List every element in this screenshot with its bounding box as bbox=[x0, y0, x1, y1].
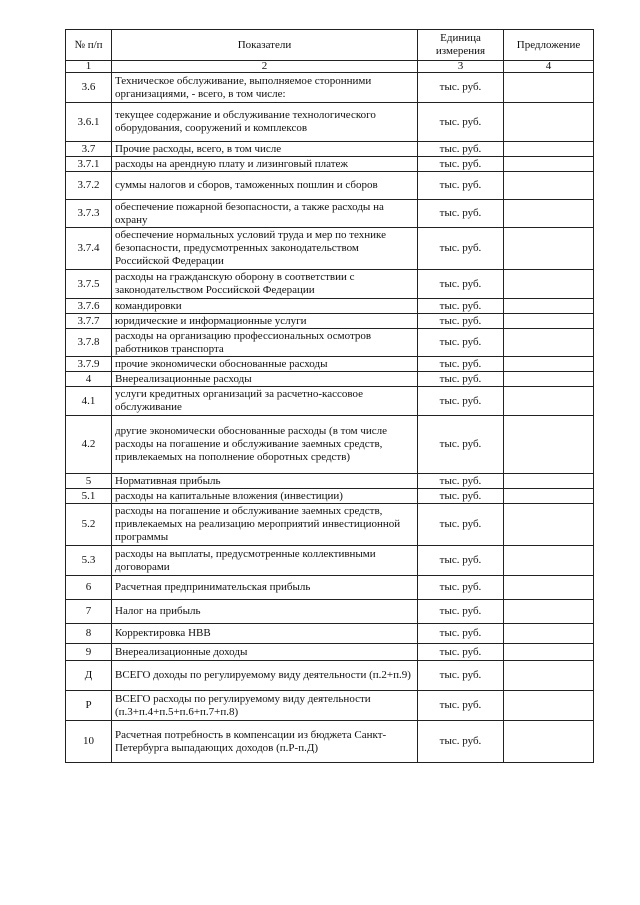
row-proposal[interactable] bbox=[504, 228, 594, 270]
row-proposal[interactable] bbox=[504, 387, 594, 416]
row-number: 3.7 bbox=[66, 142, 112, 157]
row-proposal[interactable] bbox=[504, 103, 594, 142]
table-row bbox=[66, 600, 594, 624]
row-number: 7 bbox=[66, 600, 112, 624]
column-index: 2 bbox=[112, 61, 418, 73]
indicators-table bbox=[65, 29, 594, 763]
row-unit: тыс. руб. bbox=[418, 372, 504, 387]
row-indicator: Налог на прибыль bbox=[112, 600, 418, 624]
row-proposal[interactable] bbox=[504, 644, 594, 661]
row-indicator: суммы налогов и сборов, таможенных пошлин и сборов bbox=[112, 172, 418, 200]
row-indicator: Нормативная прибыль bbox=[112, 474, 418, 489]
row-indicator: Прочие расходы, всего, в том числе bbox=[112, 142, 418, 157]
row-proposal[interactable] bbox=[504, 661, 594, 691]
row-number: 9 bbox=[66, 644, 112, 661]
table-row bbox=[66, 103, 594, 142]
row-proposal[interactable] bbox=[504, 691, 594, 721]
row-proposal[interactable] bbox=[504, 329, 594, 357]
row-unit: тыс. руб. bbox=[418, 157, 504, 172]
row-unit: тыс. руб. bbox=[418, 103, 504, 142]
row-indicator: текущее содержание и обслуживание технологического оборудования, сооружений и комплексов bbox=[112, 103, 418, 142]
row-indicator: Техническое обслуживание, выполняемое сторонними организациями, - всего, в том числе: bbox=[112, 73, 418, 103]
row-proposal[interactable] bbox=[504, 157, 594, 172]
row-indicator: услуги кредитных организаций за расчетно-кассовое обслуживание bbox=[112, 387, 418, 416]
column-index: 3 bbox=[418, 61, 504, 73]
row-number: 3.7.4 bbox=[66, 228, 112, 270]
row-number: 5.1 bbox=[66, 489, 112, 504]
table-row bbox=[66, 172, 594, 200]
table-row bbox=[66, 474, 594, 489]
row-indicator: расходы на гражданскую оборону в соответствии с законодательством Российской Федерации bbox=[112, 270, 418, 299]
row-unit: тыс. руб. bbox=[418, 73, 504, 103]
row-indicator: Внереализационные доходы bbox=[112, 644, 418, 661]
header-proposal: Предложение bbox=[504, 30, 594, 61]
column-index: 1 bbox=[66, 61, 112, 73]
row-proposal[interactable] bbox=[504, 600, 594, 624]
row-proposal[interactable] bbox=[504, 200, 594, 228]
row-proposal[interactable] bbox=[504, 314, 594, 329]
row-unit: тыс. руб. bbox=[418, 489, 504, 504]
table-row bbox=[66, 387, 594, 416]
row-unit: тыс. руб. bbox=[418, 691, 504, 721]
row-number: 3.6 bbox=[66, 73, 112, 103]
column-index-row bbox=[66, 61, 594, 73]
table-row bbox=[66, 691, 594, 721]
row-unit: тыс. руб. bbox=[418, 270, 504, 299]
row-number: 3.7.2 bbox=[66, 172, 112, 200]
row-indicator: ВСЕГО расходы по регулируемому виду деятельности (п.3+п.4+п.5+п.6+п.7+п.8) bbox=[112, 691, 418, 721]
table-row bbox=[66, 73, 594, 103]
table-row bbox=[66, 357, 594, 372]
row-number: 4 bbox=[66, 372, 112, 387]
row-proposal[interactable] bbox=[504, 357, 594, 372]
row-number: Р bbox=[66, 691, 112, 721]
table-row bbox=[66, 200, 594, 228]
row-unit: тыс. руб. bbox=[418, 576, 504, 600]
column-index: 4 bbox=[504, 61, 594, 73]
row-proposal[interactable] bbox=[504, 576, 594, 600]
row-indicator: расходы на арендную плату и лизинговый платеж bbox=[112, 157, 418, 172]
table-row bbox=[66, 416, 594, 474]
header-row bbox=[66, 30, 594, 61]
table-row bbox=[66, 142, 594, 157]
row-number: 4.1 bbox=[66, 387, 112, 416]
row-unit: тыс. руб. bbox=[418, 546, 504, 576]
row-number: 4.2 bbox=[66, 416, 112, 474]
row-unit: тыс. руб. bbox=[418, 504, 504, 546]
table-row bbox=[66, 504, 594, 546]
row-proposal[interactable] bbox=[504, 489, 594, 504]
row-proposal[interactable] bbox=[504, 504, 594, 546]
row-proposal[interactable] bbox=[504, 299, 594, 314]
row-proposal[interactable] bbox=[504, 270, 594, 299]
row-proposal[interactable] bbox=[504, 172, 594, 200]
table-row bbox=[66, 157, 594, 172]
row-unit: тыс. руб. bbox=[418, 200, 504, 228]
table-row bbox=[66, 299, 594, 314]
header-indicators: Показатели bbox=[112, 30, 418, 61]
row-number: Д bbox=[66, 661, 112, 691]
row-number: 6 bbox=[66, 576, 112, 600]
table-row bbox=[66, 270, 594, 299]
row-unit: тыс. руб. bbox=[418, 721, 504, 763]
row-number: 3.7.6 bbox=[66, 299, 112, 314]
table-row bbox=[66, 624, 594, 644]
row-unit: тыс. руб. bbox=[418, 329, 504, 357]
table-row bbox=[66, 372, 594, 387]
row-number: 3.7.1 bbox=[66, 157, 112, 172]
header-number: № п/п bbox=[66, 30, 112, 61]
row-unit: тыс. руб. bbox=[418, 314, 504, 329]
row-number: 3.7.7 bbox=[66, 314, 112, 329]
table-row bbox=[66, 576, 594, 600]
row-number: 5.2 bbox=[66, 504, 112, 546]
row-unit: тыс. руб. bbox=[418, 172, 504, 200]
row-indicator: обеспечение нормальных условий труда и мер по технике безопасности, предусмотренных законодательством Российской Федерации bbox=[112, 228, 418, 270]
row-proposal[interactable] bbox=[504, 73, 594, 103]
row-proposal[interactable] bbox=[504, 372, 594, 387]
row-indicator: прочие экономически обоснованные расходы bbox=[112, 357, 418, 372]
table-row bbox=[66, 228, 594, 270]
row-unit: тыс. руб. bbox=[418, 624, 504, 644]
row-proposal[interactable] bbox=[504, 624, 594, 644]
row-proposal[interactable] bbox=[504, 474, 594, 489]
row-proposal[interactable] bbox=[504, 142, 594, 157]
table-row bbox=[66, 489, 594, 504]
row-unit: тыс. руб. bbox=[418, 228, 504, 270]
row-indicator: расходы на капитальные вложения (инвестиции) bbox=[112, 489, 418, 504]
row-number: 10 bbox=[66, 721, 112, 763]
row-indicator: ВСЕГО доходы по регулируемому виду деятельности (п.2+п.9) bbox=[112, 661, 418, 691]
table-row bbox=[66, 661, 594, 691]
row-unit: тыс. руб. bbox=[418, 387, 504, 416]
row-indicator: командировки bbox=[112, 299, 418, 314]
table-row bbox=[66, 546, 594, 576]
row-indicator: расходы на выплаты, предусмотренные коллективными договорами bbox=[112, 546, 418, 576]
row-number: 3.7.3 bbox=[66, 200, 112, 228]
header-unit: Единица измерения bbox=[418, 30, 504, 61]
table-row bbox=[66, 329, 594, 357]
row-indicator: Внереализационные расходы bbox=[112, 372, 418, 387]
table-row bbox=[66, 721, 594, 763]
row-number: 3.7.9 bbox=[66, 357, 112, 372]
row-proposal[interactable] bbox=[504, 416, 594, 474]
row-indicator: Расчетная потребность в компенсации из бюджета Санкт-Петербурга выпадающих доходов (п.Р-п.Д) bbox=[112, 721, 418, 763]
row-number: 8 bbox=[66, 624, 112, 644]
row-number: 3.7.8 bbox=[66, 329, 112, 357]
row-indicator: расходы на организацию профессиональных осмотров работников транспорта bbox=[112, 329, 418, 357]
row-unit: тыс. руб. bbox=[418, 600, 504, 624]
row-unit: тыс. руб. bbox=[418, 661, 504, 691]
row-indicator: другие экономически обоснованные расходы (в том числе расходы на погашение и обслуживание заемных средств, привлекаемых на пополнение оборотных средств) bbox=[112, 416, 418, 474]
row-number: 5 bbox=[66, 474, 112, 489]
row-unit: тыс. руб. bbox=[418, 474, 504, 489]
row-unit: тыс. руб. bbox=[418, 416, 504, 474]
row-indicator: расходы на погашение и обслуживание заемных средств, привлекаемых на реализацию мероприятий инвестиционной программы bbox=[112, 504, 418, 546]
row-number: 5.3 bbox=[66, 546, 112, 576]
row-unit: тыс. руб. bbox=[418, 299, 504, 314]
row-unit: тыс. руб. bbox=[418, 357, 504, 372]
row-indicator: Расчетная предпринимательская прибыль bbox=[112, 576, 418, 600]
table-row bbox=[66, 644, 594, 661]
row-proposal[interactable] bbox=[504, 546, 594, 576]
row-indicator: юридические и информационные услуги bbox=[112, 314, 418, 329]
row-unit: тыс. руб. bbox=[418, 142, 504, 157]
table-row bbox=[66, 314, 594, 329]
row-indicator: обеспечение пожарной безопасности, а также расходы на охрану bbox=[112, 200, 418, 228]
row-proposal[interactable] bbox=[504, 721, 594, 763]
row-indicator: Корректировка НВВ bbox=[112, 624, 418, 644]
row-unit: тыс. руб. bbox=[418, 644, 504, 661]
row-number: 3.6.1 bbox=[66, 103, 112, 142]
row-number: 3.7.5 bbox=[66, 270, 112, 299]
